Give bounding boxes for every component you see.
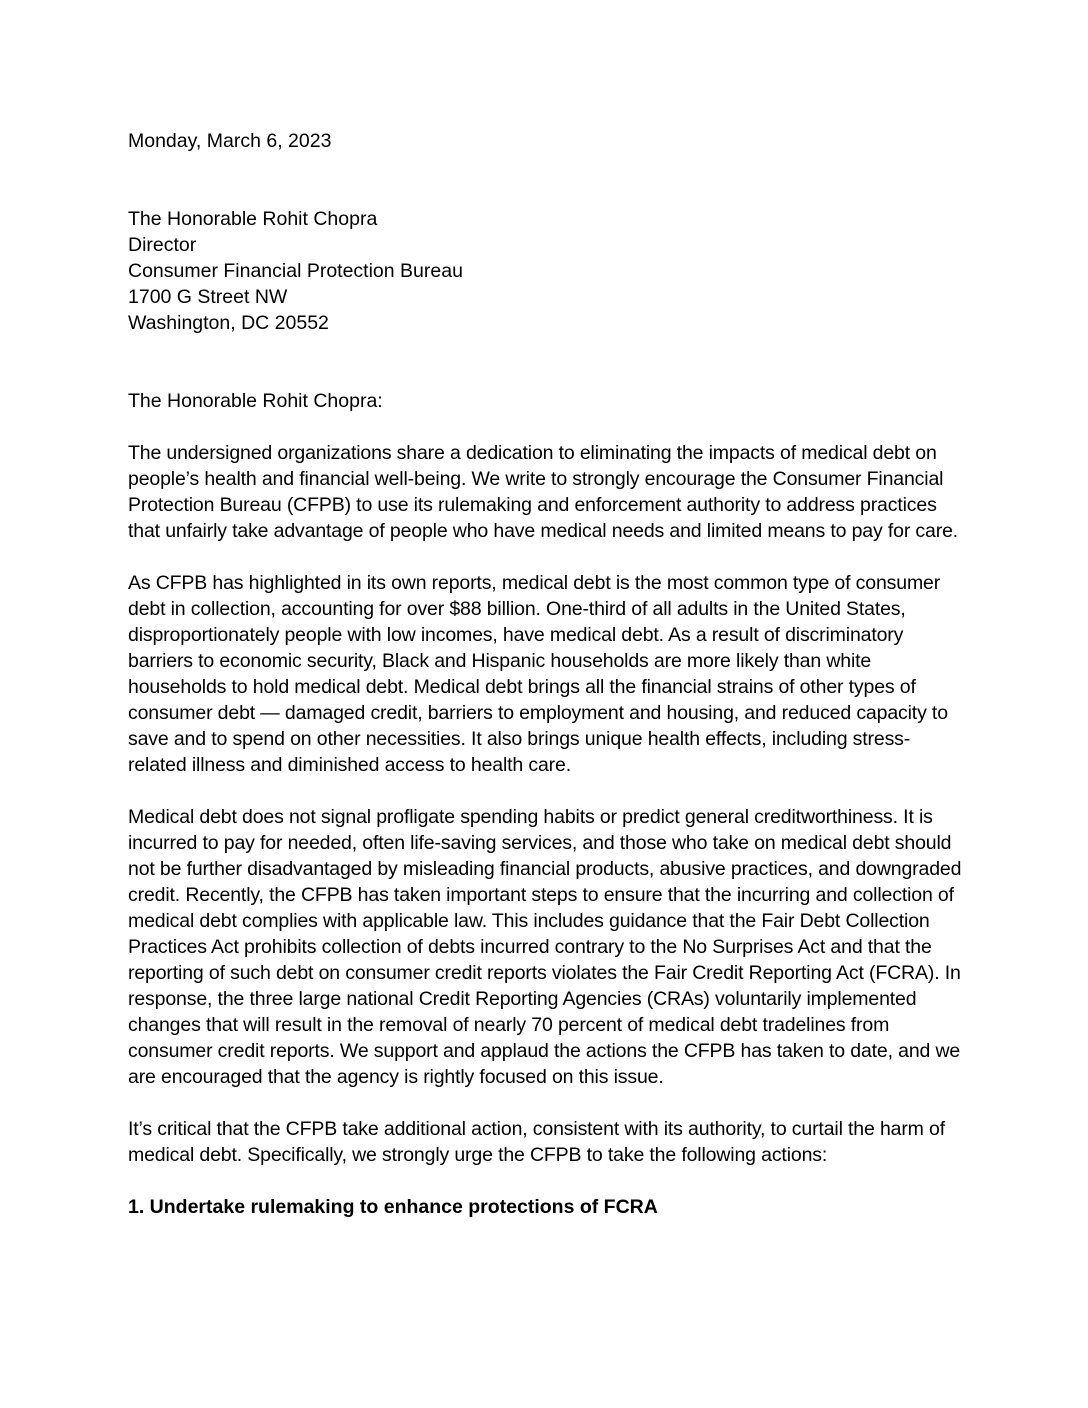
paragraph-medical-debt-facts: As CFPB has highlighted in its own reports, medical debt is the most common type of consumer debt in collection, accounting for over $88 billion. One-third of all adults in the United States, disproportionately people with low incomes, have medical debt. As a result of discriminatory barriers to economic security, Black and Hispanic households are more likely than white households to hold medical debt. Medical debt brings all the financial strains of other types of consumer debt — damaged credit, barriers to employment and housing, and reduced capacity to save and to spend on other necessities. It also brings unique health effects, including stress-related illness and diminished access to health care. [128, 572, 948, 776]
recipient-city: Washington, DC 20552 [128, 312, 329, 334]
letter-date: Monday, March 6, 2023 [128, 130, 332, 152]
paragraph-call-to-action: It’s critical that the CFPB take additional action, consistent with its authority, to curtail the harm of medical debt. Specifically, we strongly urge the CFPB to take the following actions: [128, 1118, 945, 1166]
letter-body [128, 128, 964, 1220]
recipient-organization: Consumer Financial Protection Bureau [128, 260, 463, 282]
salutation: The Honorable Rohit Chopra: [128, 390, 383, 412]
section-heading: 1. Undertake rulemaking to enhance protections of FCRA [128, 1196, 658, 1218]
recipient-address [128, 206, 964, 336]
recipient-title: Director [128, 234, 197, 256]
paragraph-cfpb-actions: Medical debt does not signal profligate spending habits or predict general creditworthiness. It is incurred to pay for needed, often life-saving services, and those who take on medical debt should not be further disadvantaged by misleading financial products, abusive practices, and downgraded credit. Recently, the CFPB has taken important steps to ensure that the incurring and collection of medical debt complies with applicable law. This includes guidance that the Fair Debt Collection Practices Act prohibits collection of debts incurred contrary to the No Surprises Act and that the reporting of such debt on consumer credit reports violates the Fair Credit Reporting Act (FCRA). In response, the three large national Credit Reporting Agencies (CRAs) voluntarily implemented changes that will result in the removal of nearly 70 percent of medical debt tradelines from consumer credit reports. We support and applaud the actions the CFPB has taken to date, and we are encouraged that the agency is rightly focused on this issue. [128, 806, 962, 1088]
paragraph-intro: The undersigned organizations share a dedication to eliminating the impacts of medical debt on people’s health and financial well-being. We write to strongly encourage the Consumer Financial Protection Bureau (CFPB) to use its rulemaking and enforcement authority to address practices that unfairly take advantage of people who have medical needs and limited means to pay for care. [128, 442, 959, 542]
recipient-street: 1700 G Street NW [128, 286, 288, 308]
recipient-name: The Honorable Rohit Chopra [128, 208, 378, 230]
